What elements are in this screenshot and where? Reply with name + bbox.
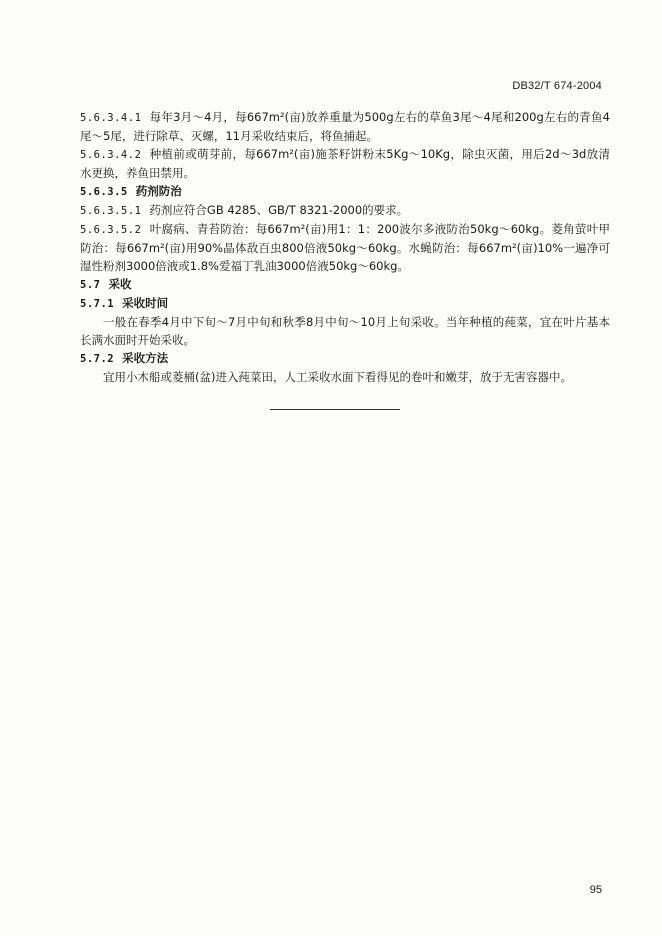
heading-text: 药剂防治 bbox=[135, 184, 182, 198]
clause-5-6-3-5-1 bbox=[80, 201, 610, 220]
clause-text: 叶腐病、青苔防治：每667m²(亩)用1：1：200波尔多液防治50kg～60kg。菱角萤叶甲防治：每667m²(亩)用90%晶体敌百虫800倍液50kg～60kg。水蝇防治：每667m²(亩)10%一遍净可湿性粉剂3000倍液或1.8%爱福丁乳油3000倍液50kg～60kg。 bbox=[80, 222, 610, 273]
heading-5-6-3-5 bbox=[80, 182, 610, 201]
clause-5-6-3-5-2 bbox=[80, 220, 610, 275]
clause-text: 每年3月～4月，每667m²(亩)放养重量为500g左右的草鱼3尾～4尾和200g左右的青鱼4尾～5尾，进行除草、灭螺，11月采收结束后，将鱼捕起。 bbox=[80, 110, 610, 143]
clause-number: 5.6.3.5.1 bbox=[80, 205, 142, 217]
clause-number: 5.7.2 bbox=[80, 353, 115, 365]
page-number: 95 bbox=[589, 884, 602, 896]
end-rule bbox=[270, 409, 400, 410]
clause-text: 种植前或萌芽前，每667m²(亩)施茶籽饼粉末5Kg～10Kg，除虫灭菌，用后2d～3d放清水更换，养鱼田禁用。 bbox=[80, 147, 610, 180]
clause-number: 5.7.1 bbox=[80, 298, 115, 310]
paragraph-harvest-time bbox=[80, 313, 610, 349]
clause-number: 5.7 bbox=[80, 279, 101, 291]
clause-number: 5.6.3.5 bbox=[80, 186, 128, 198]
document-code: DB32/T 674-2004 bbox=[512, 80, 602, 92]
paragraph-text: 宜用小木船或菱桶(盆)进入莼菜田，人工采收水面下看得见的卷叶和嫩芽，放于无害容器中。 bbox=[103, 370, 572, 384]
clause-5-6-3-4-2 bbox=[80, 145, 610, 182]
heading-text: 采收时间 bbox=[122, 296, 169, 310]
heading-5-7-1 bbox=[80, 294, 610, 313]
heading-5-7-2 bbox=[80, 349, 610, 368]
clause-text: 药剂应符合GB 4285、GB/T 8321-2000的要求。 bbox=[149, 203, 409, 217]
clause-number: 5.6.3.5.2 bbox=[80, 224, 142, 236]
clause-number: 5.6.3.4.2 bbox=[80, 149, 142, 161]
clause-number: 5.6.3.4.1 bbox=[80, 112, 142, 124]
paragraph-text: 一般在春季4月中下旬～7月中旬和秋季8月中旬～10月上旬采收。当年种植的莼菜，宜在叶片基本长满水面时开始采收。 bbox=[80, 315, 610, 347]
document-body bbox=[80, 108, 610, 386]
clause-5-6-3-4-1 bbox=[80, 108, 610, 145]
heading-text: 采收 bbox=[108, 277, 132, 291]
heading-5-7 bbox=[80, 275, 610, 294]
paragraph-harvest-method bbox=[80, 368, 610, 386]
heading-text: 采收方法 bbox=[122, 351, 169, 365]
